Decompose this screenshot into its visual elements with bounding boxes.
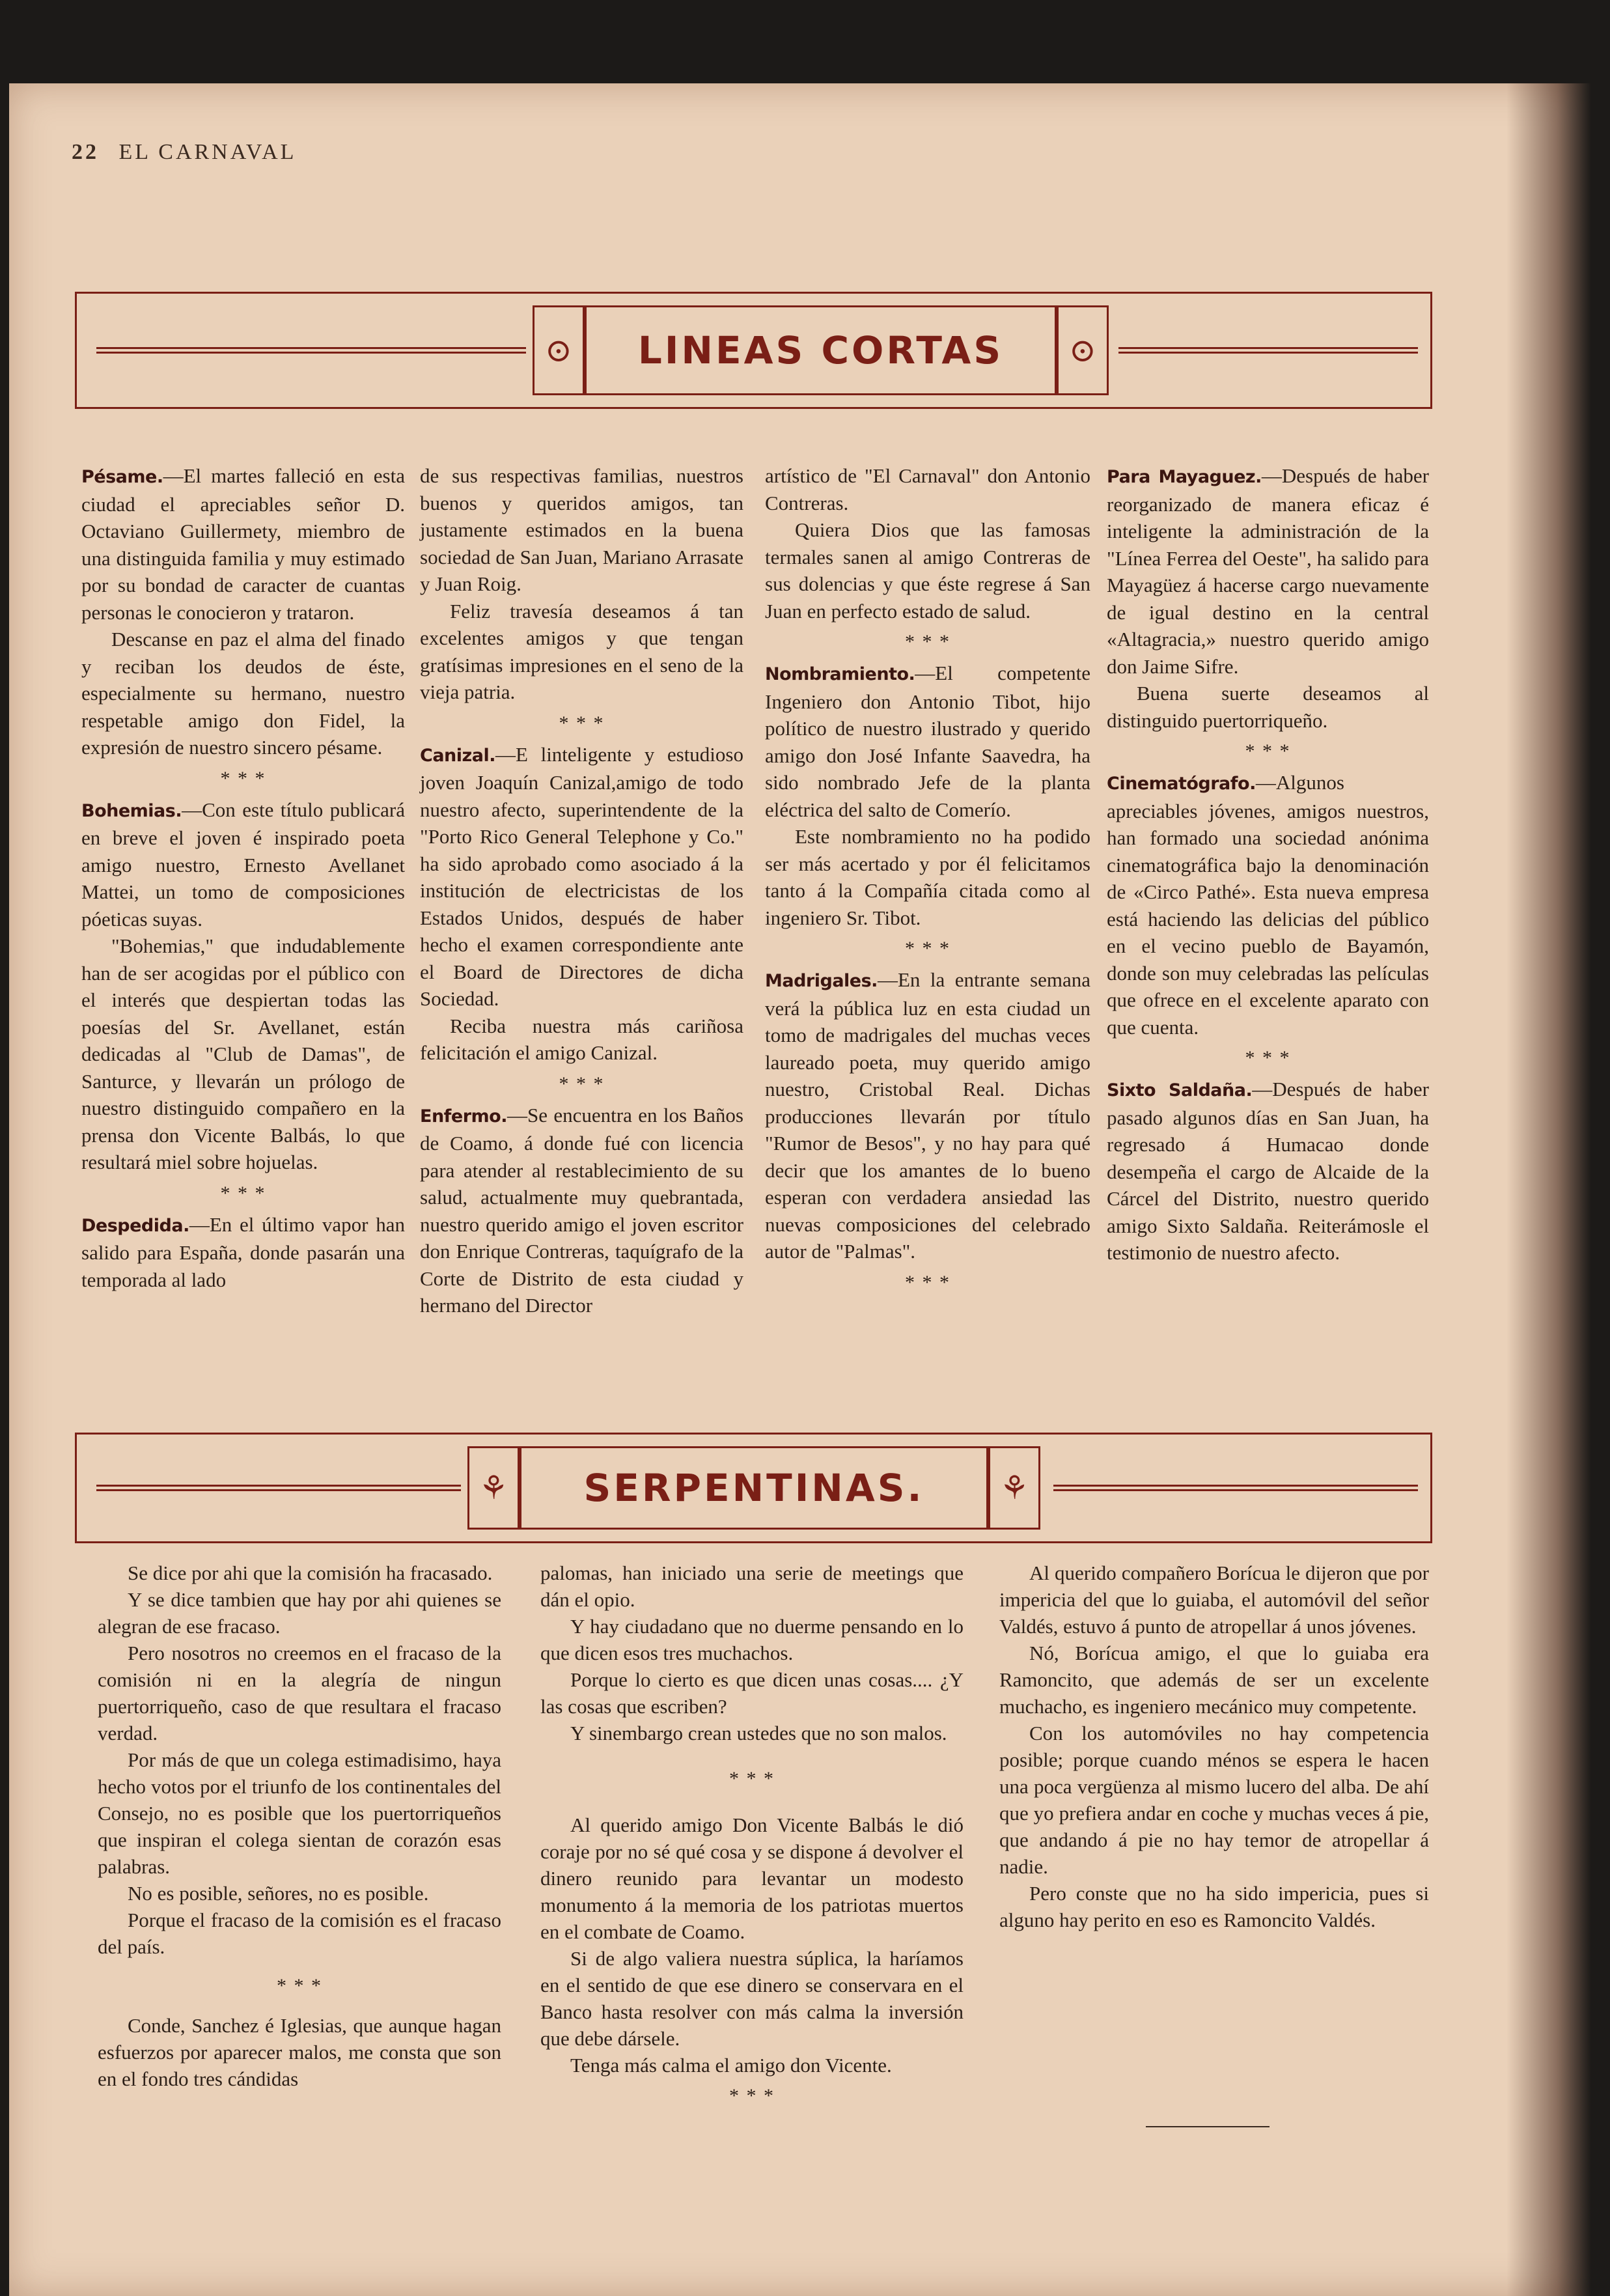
banner-rule-right [1118, 347, 1418, 354]
asterism: * * * [1245, 740, 1291, 762]
asterism: * * * [220, 767, 266, 789]
paragraph: Se dice por ahi que la comisión ha fracasado. [128, 1561, 493, 1584]
paragraph: Nó, Borícua amigo, el que lo guiaba era Ramoncito, que además de ser un excelente muchacho, es ingeniero mecánico muy competente. [999, 1642, 1429, 1718]
serpentinas-column-2 [540, 1560, 964, 2114]
magazine-name: EL CARNAVAL [118, 140, 297, 164]
paragraph: Pero nosotros no creemos en el fracaso de la comisión ni en la alegría de ningun puertorriqueño, caso de que resultara el fracaso verdad. [98, 1642, 501, 1744]
paragraph: Al querido amigo Don Vicente Balbás le dió coraje por no sé qué cosa y se dispone á devolver el dinero reunido para levantar un modesto monumento á la memoria de los patriotas muertos en el combate de Coamo. [540, 1813, 964, 1943]
paragraph: Quiera Dios que las famosas termales sanen al amigo Contreras de sus dolencias y que éste regrese á San Juan en perfecto estado de salud. [765, 518, 1090, 623]
article-column-3 [765, 462, 1090, 1300]
paragraph: Pero conste que no ha sido impericia, pues si alguno hay perito en eso es Ramoncito Valdés. [999, 1882, 1429, 1931]
news-item: Bohemias.—Con este título publicará en breve el joven é inspirado poeta amigo nuestro, Ernesto Avellanet Mattei, un tomo de composiciones póeticas suyas. [81, 798, 405, 931]
item-heading: Sixto Saldaña. [1107, 1080, 1253, 1100]
news-item: Sixto Saldaña.—Después de haber pasado algunos días en San Juan, ha regresado á Humacao donde desempeña el cargo de Alcaide de la Cárcel del Distrito, nuestro querido amigo Sixto Saldaña. Reiterámosle el testimonio de nuestro afecto. [1107, 1078, 1429, 1264]
paragraph: Tenga más calma el amigo don Vicente. [570, 2054, 892, 2077]
paragraph: de sus respectivas familias, nuestros buenos y queridos amigos, tan justamente estimados en la buena sociedad de San Juan, Mariano Arrasate y Juan Roig. [420, 464, 743, 595]
item-heading: Nombramiento. [765, 664, 915, 684]
serpentinas-column-1 [98, 1560, 501, 2092]
asterism: * * * [277, 1975, 322, 1996]
article-column-4 [1107, 462, 1429, 1267]
item-heading: Cinematógrafo. [1107, 774, 1256, 794]
item-heading: Pésame. [81, 467, 163, 487]
paragraph: Reciba nuestra más cariñosa felicitación el amigo Canizal. [420, 1014, 743, 1064]
item-heading: Despedida. [81, 1215, 189, 1236]
asterism: * * * [220, 1182, 266, 1204]
flower-ornament-icon: ⚘ [467, 1446, 520, 1530]
paragraph: Buena suerte deseamos al distinguido puertorriqueño. [1107, 682, 1429, 732]
item-heading: Enfermo. [420, 1106, 507, 1127]
banner-rule-left [96, 1485, 461, 1491]
news-item: Canizal.—E linteligente y estudioso joven Joaquín Canizal,amigo de todo nuestro afecto, superintendente de la "Porto Rico General Telephone y Co." ha sido aprobado como asociado á la institución de electricistas de los Estados Unidos, después de haber hecho el examen correspondiente ante el Board de Directores de dicha Sociedad. [420, 742, 743, 1010]
flower-ornament-icon: ⚘ [988, 1446, 1040, 1530]
circle-dot-icon: ⊙ [1057, 305, 1109, 395]
paragraph: Conde, Sanchez é Iglesias, que aunque hagan esfuerzos por aparecer malos, me consta que son en el fondo tres cándidas [98, 2014, 501, 2090]
paragraph: Descanse en paz el alma del finado y reciban los deudos de éste, especialmente su hermano, nuestro respetable amigo don Fidel, la expresión de nuestro sincero pésame. [81, 628, 405, 759]
item-heading: Bohemias. [81, 800, 182, 821]
section-banner-lineas [75, 292, 1432, 409]
paragraph: "Bohemias," que indudablemente han de ser acogidas por el público con el interés que despiertan todas las poesías del Sr. Avellanet, están dedicadas al "Club de Damas", de Santurce, y llevarán un prólogo de nuestro distinguido compañero en la prensa don Vicente Balbás, lo que resultará miel sobre hojuelas. [81, 934, 405, 1173]
paragraph: Si de algo valiera nuestra súplica, la haríamos en el sentido de que ese dinero se conservara en el Banco hasta resolver con más calma la inversión que debe dársele. [540, 1947, 964, 2050]
asterism: * * * [559, 1072, 605, 1095]
banner-rule-right [1053, 1485, 1418, 1491]
paragraph: Por más de que un colega estimadisimo, haya hecho votos por el triunfo de los continentales del Consejo, no es posible que los puertorriqueños que inspiran el colega sientan de corazón esas palabras. [98, 1748, 501, 1878]
paragraph: Y sinembargo crean ustedes que no son malos. [570, 1722, 947, 1744]
news-item: Nombramiento.—El competente Ingeniero don Antonio Tibot, hijo político de nuestro ilustrado y querido amigo don José Infante Saavedra, ha sido nombrado Jefe de la planta eléctrica del salto de Comerío. [765, 662, 1090, 821]
paragraph: palomas, han iniciado una serie de meetings que dán el opio. [540, 1561, 964, 1611]
paragraph: artístico de "El Carnaval" don Antonio Contreras. [765, 464, 1090, 514]
paragraph: No es posible, señores, no es posible. [128, 1882, 429, 1905]
paragraph: Porque lo cierto es que dicen unas cosas.... ¿Y las cosas que escriben? [540, 1668, 964, 1718]
running-head [72, 140, 296, 165]
news-item: Para Mayaguez.—Después de haber reorganizado de manera eficaz é inteligente la administración de la "Línea Ferrea del Oeste", ha salido para Mayagüez á hacerse cargo nuevamente de igual destino en la central «Altagracia,» nuestro querido amigo don Jaime Sifre. [1107, 464, 1429, 678]
asterism: * * * [559, 712, 605, 734]
paragraph: Y se dice tambien que hay por ahi quienes se alegran de ese fracaso. [98, 1588, 501, 1638]
article-column-1 [81, 462, 405, 1293]
circle-dot-icon: ⊙ [533, 305, 585, 395]
news-item: Despedida.—En el último vapor han salido para España, donde pasarán una temporada al lado [81, 1212, 405, 1291]
section-title-box [585, 305, 1057, 395]
section-title: SERPENTINAS. [583, 1466, 924, 1510]
news-item: Pésame.—El martes falleció en esta ciudad el apreciables señor D. Octaviano Guillermety, miembro de una distinguida familia y muy estimado por su bondad de caracter de cuantas personas le conocieron y trataron. [81, 464, 405, 624]
end-rule [1146, 2126, 1270, 2127]
binding-shadow [1506, 83, 1591, 2296]
asterism: * * * [905, 631, 951, 652]
page-number: 22 [72, 140, 99, 164]
asterism: * * * [729, 1768, 775, 1789]
asterism: * * * [1245, 1047, 1291, 1069]
paragraph: Y hay ciudadano que no duerme pensando en lo que dicen esos tres muchachos. [540, 1615, 964, 1664]
section-title-box [520, 1446, 988, 1530]
paragraph: Al querido compañero Borícua le dijeron que por impericia del que lo guiaba, el automóvil del señor Valdés, estuvo á punto de atropellar á unos jóvenes. [999, 1561, 1429, 1638]
item-heading: Madrigales. [765, 971, 878, 991]
asterism: * * * [905, 938, 951, 959]
banner-rule-left [96, 347, 526, 354]
news-item: Enfermo.—Se encuentra en los Baños de Coamo, á donde fué con licencia para atender al restablecimiento de su salud, actualmente muy quebrantada, nuestro querido amigo el joven escritor don Enrique Contreras, taquígrafo de la Corte de Distrito de esta ciudad y hermano del Director [420, 1103, 743, 1317]
item-heading: Canizal. [420, 745, 495, 766]
paragraph: Este nombramiento no ha podido ser más acertado y por él felicitamos tanto á la Compañía citada como al ingeniero Sr. Tibot. [765, 825, 1090, 929]
asterism: * * * [905, 1271, 951, 1293]
item-heading: Para Mayaguez. [1107, 467, 1262, 487]
paragraph: Feliz travesía deseamos á tan excelentes amigos y que tengan gratísimas impresiones en el seno de la vieja patria. [420, 599, 743, 703]
paragraph: Con los automóviles no hay competencia posible; porque cuando ménos se espera le hacen una poca vergüenza al mismo lucero del alba. De ahí que yo prefiera andar en coche y muchas veces á pie, que andando á pie no hay temor de atropellar á nadie. [999, 1722, 1429, 1878]
section-banner-serpentinas [75, 1433, 1432, 1543]
news-item: Madrigales.—En la entrante semana verá la pública luz en esta ciudad un tomo de madrigales del muchas veces laureado poeta, muy querido amigo nuestro, Cristobal Real. Dichas producciones llevarán por título "Rumor de Besos", y no hay para qué decir que los amantes de lo bueno esperan con verdadera ansiedad las nuevas composiciones del celebrado autor de "Palmas". [765, 968, 1090, 1263]
news-item: Cinematógrafo.—Algunos apreciables jóvenes, amigos nuestros, han formado una sociedad anónima cinematográfica bajo la denominación de «Circo Pathé». Esta nueva empresa está haciendo las delicias del público en el vecino pueblo de Bayamón, donde son muy celebradas las películas que ofrece en el excelente aparato con que cuenta. [1107, 771, 1429, 1039]
serpentinas-column-3 [999, 1560, 1429, 1933]
section-title: LINEAS CORTAS [637, 328, 1004, 372]
article-column-2 [420, 462, 743, 1319]
asterism: * * * [729, 2085, 775, 2107]
paragraph: Porque el fracaso de la comisión es el fracaso del país. [98, 1909, 501, 1958]
